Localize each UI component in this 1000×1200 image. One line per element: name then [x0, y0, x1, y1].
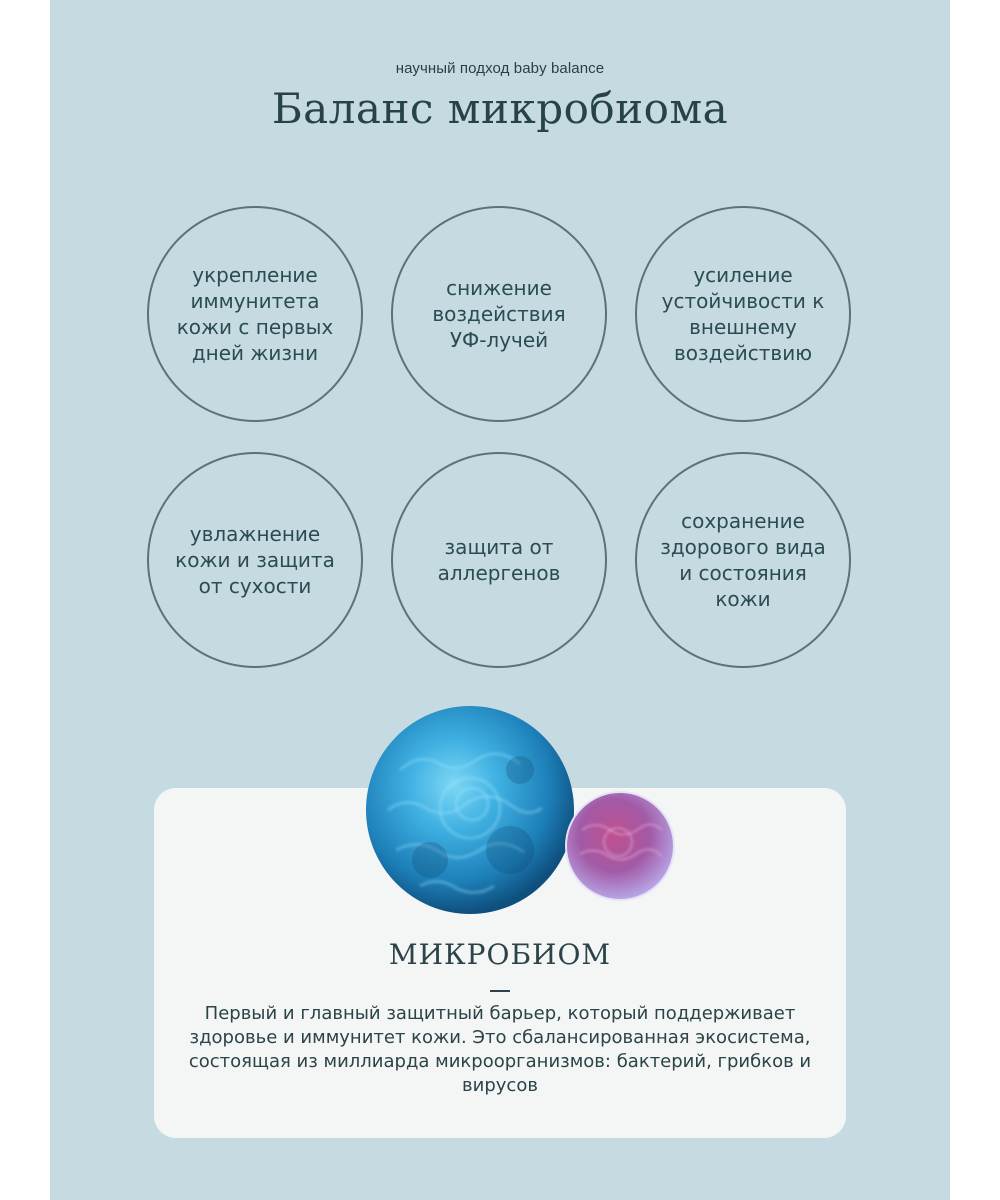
benefit-label: усиление устойчивости к внешнему воздействию	[661, 263, 825, 365]
benefit-label: защита от аллергенов	[437, 535, 561, 585]
benefit-circle	[147, 206, 363, 422]
benefit-label: укрепление иммунитета кожи с первых дней жизни	[176, 263, 334, 365]
kicker-text: научный подход baby balance	[395, 60, 605, 77]
card-description: Первый и главный защитный барьер, который поддерживает здоровье и иммунитет кожи. Это сбалансированная экосистема, состоящая из миллиарда микроорганизмов: бактерий, грибков и вирусов	[188, 1003, 812, 1096]
benefit-circle	[635, 206, 851, 422]
card-title: МИКРОБИОМ	[388, 938, 612, 971]
benefit-label: увлажнение кожи и защита от сухости	[175, 522, 335, 598]
title-divider	[490, 990, 510, 992]
blue-cell-icon	[366, 706, 574, 914]
microbe-cells-illustration	[360, 700, 680, 920]
benefit-circle	[147, 452, 363, 668]
benefit-circle	[391, 452, 607, 668]
benefit-circle	[391, 206, 607, 422]
content-panel	[50, 0, 950, 1200]
benefit-circle	[635, 452, 851, 668]
pink-cell-icon	[566, 792, 674, 900]
benefit-label: сохранение здорового вида и состояния кожи	[660, 509, 826, 611]
benefit-label: снижение воздействия УФ-лучей	[432, 276, 566, 352]
page-title: Баланс микробиома	[271, 84, 729, 133]
